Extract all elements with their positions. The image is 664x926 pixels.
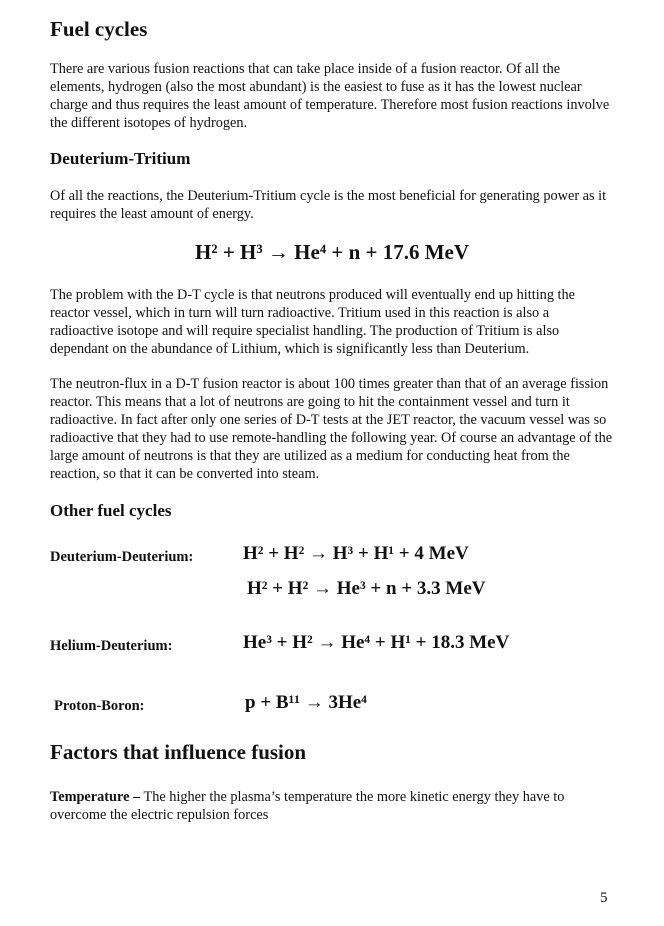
page-number: 5: [600, 890, 608, 906]
pb-label: Proton-Boron:: [54, 698, 145, 714]
heading-factors: Factors that influence fusion: [50, 740, 307, 764]
temperature-label: Temperature –: [50, 789, 141, 805]
dt-paragraph-1: Of all the reactions, the Deuterium-Tritium cycle is the most beneficial for generating power as it requires the least amount of energy.: [50, 188, 607, 222]
dd-equation-1: H² + H² → H³ + H¹ + 4 MeV: [243, 543, 469, 564]
dt-paragraph-3: The neutron-flux in a D-T fusion reactor is about 100 times greater than that of an average fission reactor. This means that a lot of neutrons are going to hit the containment vessel and turn it radioactive. In fact after only one series of D-T tests at the JET reactor, the vacuum vessel was so radioactive that they had to use remote-handling the following year. Of course an advantage of the large amount of neutrons is that they are utilized as a medium for conducting heat from the reaction, so that it can be converted into steam.: [50, 376, 613, 482]
pb-equation: p + B¹¹ → 3He⁴: [245, 692, 367, 713]
hd-label: Helium-Deuterium:: [50, 638, 173, 654]
dt-equation: H² + H³ → He⁴ + n + 17.6 MeV: [194, 240, 470, 264]
dd-label: Deuterium-Deuterium:: [50, 549, 194, 565]
heading-deuterium-tritium: Deuterium-Tritium: [50, 149, 191, 168]
temperature-paragraph: [50, 788, 615, 824]
temperature-text: The higher the plasma’s temperature the more kinetic energy they have to overcome the electric repulsion forces: [50, 789, 565, 823]
section-title-fuel-cycles: Fuel cycles: [50, 17, 148, 41]
hd-equation: He³ + H² → He⁴ + H¹ + 18.3 MeV: [243, 632, 510, 653]
intro-paragraph: There are various fusion reactions that can take place inside of a fusion reactor. Of all the elements, hydrogen (also the most abundant) is the easiest to fuse as it has the lowest nuclear charge and thus requires the least amount of temperature. Therefore most fusion reactions involve the different isotopes of hydrogen.: [50, 61, 610, 131]
dd-equation-2: H² + H² → He³ + n + 3.3 MeV: [247, 578, 486, 599]
dt-paragraph-2: The problem with the D-T cycle is that neutrons produced will eventually end up hitting the reactor vessel, which in turn will turn radioactive. Tritium used in this reaction is also a radioactive isotope and will require specialist handling. The production of Tritium is also dependant on the abundance of Lithium, which is significantly less than Deuterium.: [50, 287, 576, 357]
heading-other-fuel-cycles: Other fuel cycles: [50, 501, 172, 520]
